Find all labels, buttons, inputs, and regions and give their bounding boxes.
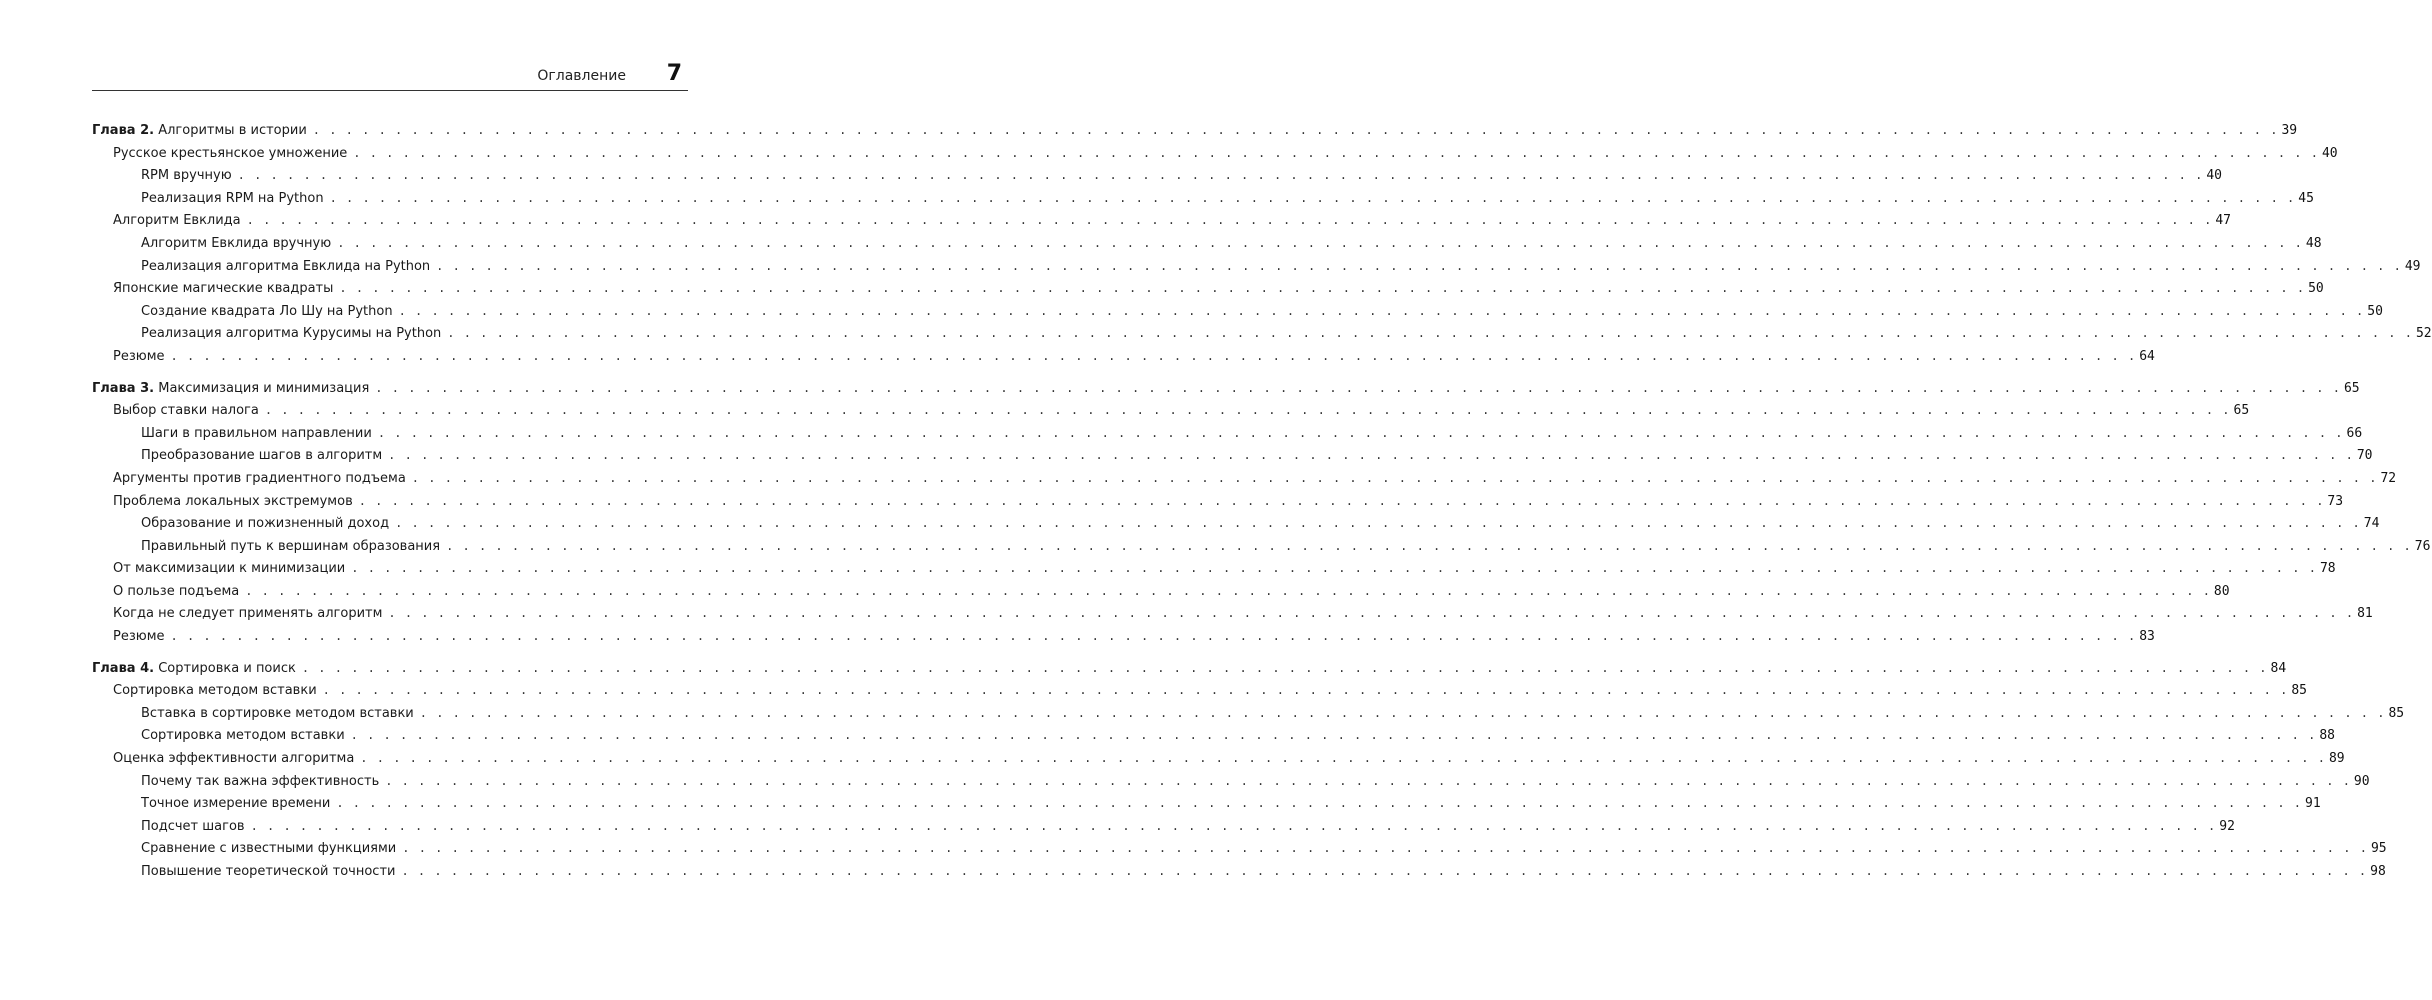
toc-entry-title: Вставка в сортировке методом вставки bbox=[141, 705, 414, 721]
toc-entry-title bbox=[92, 123, 307, 138]
toc-page-number: 91 bbox=[2305, 796, 2321, 812]
toc-entry-title bbox=[92, 381, 369, 396]
dot-leader: . . . . . . . . . . . . . . . . . . . . . . . . . . . . . . . . . . . . . . . . . . . . . . . . . . . . . . . . . . . . . . . . . . . . . . . . . . . . . . . . . . . . . . . . . . . . . . . . . . . . . . . . . . . . . . . . . . . . . . . . bbox=[337, 235, 2303, 250]
toc-entry-title: Сортировка методом вставки bbox=[113, 683, 317, 699]
toc-entry-title: Шаги в правильном направлении bbox=[141, 425, 372, 441]
dot-leader: . . . . . . . . . . . . . . . . . . . . . . . . . . . . . . . . . . . . . . . . . . . . . . . . . . . . . . . . . . . . . . . . . . . . . . . . . . . . . . . . . . . . . . . . . . . . . . . . . . . . . . . . . . . . . . . . . . . . . . . . bbox=[360, 751, 2326, 766]
page-number: 7 bbox=[666, 61, 682, 86]
toc-entry-title: Сортировка методом вставки bbox=[141, 728, 345, 744]
toc-entry-title: Резюме bbox=[113, 348, 165, 364]
toc-subsection-row bbox=[92, 841, 2387, 864]
chapter-prefix: Глава 3. bbox=[92, 380, 155, 396]
toc-section-row bbox=[92, 683, 2307, 706]
toc-subsection-row bbox=[92, 705, 2405, 729]
toc-entry-title: Создание квадрата Ло Шу на Python bbox=[141, 303, 393, 319]
dot-leader: . . . . . . . . . . . . . . . . . . . . . . . . . . . . . . . . . . . . . . . . . . . . . . . . . . . . . . . . . . . . . . . . . . . . . . . . . . . . . . . . . . . . . . . . . . . . . . . . . . . . . . . . . . . . . . . . . . . . . . . . bbox=[312, 123, 2279, 137]
toc-subsection-row bbox=[92, 728, 2335, 751]
toc-subsection-row bbox=[92, 818, 2235, 842]
running-head bbox=[92, 58, 688, 90]
toc-page-number: 52 bbox=[2415, 326, 2432, 342]
toc-entry-title: Русское крестьянское умножение bbox=[113, 145, 348, 161]
dot-leader: . . . . . . . . . . . . . . . . . . . . . . . . . . . . . . . . . . . . . . . . . . . . . . . . . . . . . . . . . . . . . . . . . . . . . . . . . . . . . . . . . . . . . . . . . . . . . . . . . . . . . . . . . . . . . . . . . . . . . . . . bbox=[336, 796, 2303, 811]
toc-entry-title: Реализация алгоритма Курусимы на Python bbox=[141, 326, 442, 342]
toc-page-number: 70 bbox=[2356, 448, 2373, 464]
toc-subsection-row bbox=[92, 516, 2380, 539]
toc-page-number: 39 bbox=[2281, 123, 2298, 138]
dot-leader: . . . . . . . . . . . . . . . . . . . . . . . . . . . . . . . . . . . . . . . . . . . . . . . . . . . . . . . . . . . . . . . . . . . . . . . . . . . . . . . . . . . . . . . . . . . . . . . . . . . . . . . . . . . . . . . . . . . . . . . . bbox=[388, 448, 2354, 463]
toc-page-number: 80 bbox=[2213, 583, 2230, 599]
toc-page-number: 95 bbox=[2370, 841, 2387, 857]
dot-leader: . . . . . . . . . . . . . . . . . . . . . . . . . . . . . . . . . . . . . . . . . . . . . . . . . . . . . . . . . . . . . . . . . . . . . . . . . . . . . . . . . . . . . . . . . . . . . . . . . . . . . . . . . . . . . . . . . . . . . . . . bbox=[395, 516, 2361, 531]
toc-subsection-row bbox=[92, 796, 2321, 819]
toc-page-number: 49 bbox=[2404, 258, 2421, 274]
toc-subsection-row bbox=[92, 425, 2363, 449]
toc-subsection-row bbox=[92, 258, 2421, 282]
toc-page-number: 47 bbox=[2215, 213, 2231, 229]
chapter-title: Максимизация и минимизация bbox=[158, 380, 370, 396]
toc-section-row bbox=[92, 561, 2336, 584]
toc-subsection-row bbox=[92, 538, 2431, 562]
dot-leader: . . . . . . . . . . . . . . . . . . . . . . . . . . . . . . . . . . . . . . . . . . . . . . . . . . . . . . . . . . . . . . . . . . . . . . . . . . . . . . . . . . . . . . . . . . . . . . . . . . . . . . . . . . . . . . . . . . . . . . . . bbox=[170, 348, 2137, 363]
dot-leader: . . . . . . . . . . . . . . . . . . . . . . . . . . . . . . . . . . . . . . . . . . . . . . . . . . . . . . . . . . . . . . . . . . . . . . . . . . . . . . . . . . . . . . . . . . . . . . . . . . . . . . . . . . . . . . . . . . . . . . . . bbox=[322, 683, 2289, 698]
toc-page-number: 45 bbox=[2298, 190, 2314, 206]
toc-entry-title: Резюме bbox=[113, 629, 165, 645]
toc-page-number: 50 bbox=[2308, 281, 2324, 297]
toc-section-row bbox=[92, 583, 2230, 607]
dot-leader: . . . . . . . . . . . . . . . . . . . . . . . . . . . . . . . . . . . . . . . . . . . . . . . . . . . . . . . . . . . . . . . . . . . . . . . . . . . . . . . . . . . . . . . . . . . . . . . . . . . . . . . . . . . . . . . . . . . . . . . . bbox=[447, 326, 2413, 341]
toc-section-row bbox=[92, 281, 2324, 304]
toc-entry-title: Правильный путь к вершинам образования bbox=[141, 538, 441, 554]
dot-leader: . . . . . . . . . . . . . . . . . . . . . . . . . . . . . . . . . . . . . . . . . . . . . . . . . . . . . . . . . . . . . . . . . . . . . . . . . . . . . . . . . . . . . . . . . . . . . . . . . . . . . . . . . . . . . . . . . . . . . . . . bbox=[402, 841, 2368, 856]
toc-page-number: 76 bbox=[2414, 538, 2431, 554]
chapter-block bbox=[92, 123, 2432, 372]
toc-page-number: 40 bbox=[2321, 145, 2338, 161]
dot-leader: . . . . . . . . . . . . . . . . . . . . . . . . . . . . . . . . . . . . . . . . . . . . . . . . . . . . . . . . . . . . . . . . . . . . . . . . . . . . . . . . . . . . . . . . . . . . . . . . . . . . . . . . . . . . . . . . . . . . . . . . bbox=[170, 629, 2137, 644]
chapter-block bbox=[92, 380, 2431, 652]
chapter-prefix: Глава 4. bbox=[92, 660, 155, 676]
dot-leader: . . . . . . . . . . . . . . . . . . . . . . . . . . . . . . . . . . . . . . . . . . . . . . . . . . . . . . . . . . . . . . . . . . . . . . . . . . . . . . . . . . . . . . . . . . . . . . . . . . . . . . . . . . . . . . . . . . . . . . . . bbox=[353, 145, 2319, 160]
toc-section-row bbox=[92, 606, 2373, 629]
toc-page-number: 89 bbox=[2328, 751, 2345, 767]
toc-page-number: 72 bbox=[2380, 470, 2397, 486]
dot-leader: . . . . . . . . . . . . . . . . . . . . . . . . . . . . . . . . . . . . . . . . . . . . . . . . . . . . . . . . . . . . . . . . . . . . . . . . . . . . . . . . . . . . . . . . . . . . . . . . . . . . . . . . . . . . . . . . . . . . . . . . bbox=[246, 213, 2213, 228]
toc-page-number: 64 bbox=[2139, 348, 2155, 364]
toc-page-number: 88 bbox=[2319, 728, 2335, 744]
toc-subsection-row bbox=[92, 303, 2383, 327]
dot-leader: . . . . . . . . . . . . . . . . . . . . . . . . . . . . . . . . . . . . . . . . . . . . . . . . . . . . . . . . . . . . . . . . . . . . . . . . . . . . . . . . . . . . . . . . . . . . . . . . . . . . . . . . . . . . . . . . . . . . . . . . bbox=[411, 470, 2378, 485]
toc-section-row bbox=[92, 145, 2338, 169]
toc-subsection-row bbox=[92, 326, 2432, 349]
dot-leader: . . . . . . . . . . . . . . . . . . . . . . . . . . . . . . . . . . . . . . . . . . . . . . . . . . . . . . . . . . . . . . . . . . . . . . . . . . . . . . . . . . . . . . . . . . . . . . . . . . . . . . . . . . . . . . . . . . . . . . . . bbox=[401, 864, 2368, 878]
toc-entry-title: Сравнение с известными функциями bbox=[141, 841, 397, 857]
dot-leader: . . . . . . . . . . . . . . . . . . . . . . . . . . . . . . . . . . . . . . . . . . . . . . . . . . . . . . . . . . . . . . . . . . . . . . . . . . . . . . . . . . . . . . . . . . . . . . . . . . . . . . . . . . . . . . . . . . . . . . . . bbox=[264, 403, 2231, 418]
toc-entry-title: Когда не следует применять алгоритм bbox=[113, 606, 383, 622]
dot-leader: . . . . . . . . . . . . . . . . . . . . . . . . . . . . . . . . . . . . . . . . . . . . . . . . . . . . . . . . . . . . . . . . . . . . . . . . . . . . . . . . . . . . . . . . . . . . . . . . . . . . . . . . . . . . . . . . . . . . . . . . bbox=[351, 561, 2317, 576]
toc-entry-title: Реализация RPM на Python bbox=[141, 190, 324, 206]
toc-entry-title: От максимизации к минимизации bbox=[113, 561, 346, 577]
toc-page-number: 73 bbox=[2327, 493, 2344, 509]
toc-section-row bbox=[92, 470, 2397, 494]
toc-page-number: 74 bbox=[2363, 516, 2380, 532]
dot-leader: . . . . . . . . . . . . . . . . . . . . . . . . . . . . . . . . . . . . . . . . . . . . . . . . . . . . . . . . . . . . . . . . . . . . . . . . . . . . . . . . . . . . . . . . . . . . . . . . . . . . . . . . . . . . . . . . . . . . . . . . bbox=[245, 583, 2211, 598]
toc-subsection-row bbox=[92, 190, 2314, 214]
dot-leader: . . . . . . . . . . . . . . . . . . . . . . . . . . . . . . . . . . . . . . . . . . . . . . . . . . . . . . . . . . . . . . . . . . . . . . . . . . . . . . . . . . . . . . . . . . . . . . . . . . . . . . . . . . . . . . . . . . . . . . . . bbox=[388, 606, 2355, 621]
running-head-title: Оглавление bbox=[537, 68, 626, 84]
dot-leader: . . . . . . . . . . . . . . . . . . . . . . . . . . . . . . . . . . . . . . . . . . . . . . . . . . . . . . . . . . . . . . . . . . . . . . . . . . . . . . . . . . . . . . . . . . . . . . . . . . . . . . . . . . . . . . . . . . . . . . . . bbox=[250, 818, 2217, 833]
chapter-title: Сортировка и поиск bbox=[158, 660, 296, 676]
toc-page-number: 50 bbox=[2367, 303, 2383, 319]
toc-subsection-row bbox=[92, 448, 2373, 471]
header-divider bbox=[92, 90, 688, 91]
toc-page-number: 85 bbox=[2388, 705, 2405, 721]
toc-entry-title: Алгоритм Евклида вручную bbox=[141, 235, 332, 251]
dot-leader: . . . . . . . . . . . . . . . . . . . . . . . . . . . . . . . . . . . . . . . . . . . . . . . . . . . . . . . . . . . . . . . . . . . . . . . . . . . . . . . . . . . . . . . . . . . . . . . . . . . . . . . . . . . . . . . . . . . . . . . . bbox=[375, 380, 2341, 395]
toc-page-number: 81 bbox=[2357, 606, 2373, 622]
dot-leader: . . . . . . . . . . . . . . . . . . . . . . . . . . . . . . . . . . . . . . . . . . . . . . . . . . . . . . . . . . . . . . . . . . . . . . . . . . . . . . . . . . . . . . . . . . . . . . . . . . . . . . . . . . . . . . . . . . . . . . . . bbox=[398, 303, 2365, 318]
toc-entry-title bbox=[92, 661, 296, 676]
toc-subsection-row bbox=[92, 864, 2386, 887]
toc-page-number: 65 bbox=[2343, 380, 2360, 396]
dot-leader: . . . . . . . . . . . . . . . . . . . . . . . . . . . . . . . . . . . . . . . . . . . . . . . . . . . . . . . . . . . . . . . . . . . . . . . . . . . . . . . . . . . . . . . . . . . . . . . . . . . . . . . . . . . . . . . . . . . . . . . . bbox=[419, 705, 2386, 720]
dot-leader: . . . . . . . . . . . . . . . . . . . . . . . . . . . . . . . . . . . . . . . . . . . . . . . . . . . . . . . . . . . . . . . . . . . . . . . . . . . . . . . . . . . . . . . . . . . . . . . . . . . . . . . . . . . . . . . . . . . . . . . . bbox=[446, 538, 2412, 553]
toc-page-number: 85 bbox=[2291, 683, 2307, 699]
toc-entry-title: RPM вручную bbox=[141, 168, 232, 184]
toc-subsection-row bbox=[92, 773, 2370, 797]
toc-page-number: 40 bbox=[2206, 168, 2222, 184]
dot-leader: . . . . . . . . . . . . . . . . . . . . . . . . . . . . . . . . . . . . . . . . . . . . . . . . . . . . . . . . . . . . . . . . . . . . . . . . . . . . . . . . . . . . . . . . . . . . . . . . . . . . . . . . . . . . . . . . . . . . . . . . bbox=[436, 258, 2402, 273]
dot-leader: . . . . . . . . . . . . . . . . . . . . . . . . . . . . . . . . . . . . . . . . . . . . . . . . . . . . . . . . . . . . . . . . . . . . . . . . . . . . . . . . . . . . . . . . . . . . . . . . . . . . . . . . . . . . . . . . . . . . . . . . bbox=[358, 493, 2325, 508]
toc-subsection-row bbox=[92, 168, 2222, 191]
toc-entry-title: Реализация алгоритма Евклида на Python bbox=[141, 258, 431, 274]
toc-entry-title: Выбор ставки налога bbox=[113, 403, 259, 419]
toc-entry-title: Точное измерение времени bbox=[141, 796, 331, 812]
toc-section-row bbox=[92, 403, 2250, 426]
toc-entry-title: Проблема локальных экстремумов bbox=[113, 493, 353, 509]
toc-entry-title: Аргументы против градиентного подъема bbox=[113, 470, 406, 486]
toc-entry-title: Повышение теоретической точности bbox=[141, 864, 396, 879]
toc-entry-title: Японские магические квадраты bbox=[113, 281, 334, 297]
toc-page-number: 98 bbox=[2370, 864, 2386, 879]
toc-entry-title: Образование и пожизненный доход bbox=[141, 516, 390, 532]
toc-page-number: 65 bbox=[2233, 403, 2250, 419]
toc-page-number: 48 bbox=[2305, 235, 2322, 251]
toc-section-row bbox=[92, 751, 2345, 774]
toc-page-number: 83 bbox=[2139, 629, 2155, 645]
toc-entry-title: Подсчет шагов bbox=[141, 818, 245, 834]
toc-subsection-row bbox=[92, 235, 2322, 259]
table-of-contents bbox=[92, 123, 2432, 887]
chapter-title: Алгоритмы в истории bbox=[158, 123, 307, 138]
toc-entry-title: Алгоритм Евклида bbox=[113, 213, 241, 229]
toc-page-number: 90 bbox=[2353, 773, 2370, 789]
dot-leader: . . . . . . . . . . . . . . . . . . . . . . . . . . . . . . . . . . . . . . . . . . . . . . . . . . . . . . . . . . . . . . . . . . . . . . . . . . . . . . . . . . . . . . . . . . . . . . . . . . . . . . . . . . . . . . . . . . . . . . . . bbox=[237, 168, 2204, 183]
dot-leader: . . . . . . . . . . . . . . . . . . . . . . . . . . . . . . . . . . . . . . . . . . . . . . . . . . . . . . . . . . . . . . . . . . . . . . . . . . . . . . . . . . . . . . . . . . . . . . . . . . . . . . . . . . . . . . . . . . . . . . . . bbox=[377, 425, 2344, 440]
toc-page-number: 66 bbox=[2346, 425, 2363, 441]
dot-leader: . . . . . . . . . . . . . . . . . . . . . . . . . . . . . . . . . . . . . . . . . . . . . . . . . . . . . . . . . . . . . . . . . . . . . . . . . . . . . . . . . . . . . . . . . . . . . . . . . . . . . . . . . . . . . . . . . . . . . . . . bbox=[350, 728, 2317, 743]
dot-leader: . . . . . . . . . . . . . . . . . . . . . . . . . . . . . . . . . . . . . . . . . . . . . . . . . . . . . . . . . . . . . . . . . . . . . . . . . . . . . . . . . . . . . . . . . . . . . . . . . . . . . . . . . . . . . . . . . . . . . . . . bbox=[329, 190, 2296, 205]
toc-section-row bbox=[92, 493, 2344, 517]
dot-leader: . . . . . . . . . . . . . . . . . . . . . . . . . . . . . . . . . . . . . . . . . . . . . . . . . . . . . . . . . . . . . . . . . . . . . . . . . . . . . . . . . . . . . . . . . . . . . . . . . . . . . . . . . . . . . . . . . . . . . . . . bbox=[339, 281, 2306, 296]
dot-leader: . . . . . . . . . . . . . . . . . . . . . . . . . . . . . . . . . . . . . . . . . . . . . . . . . . . . . . . . . . . . . . . . . . . . . . . . . . . . . . . . . . . . . . . . . . . . . . . . . . . . . . . . . . . . . . . . . . . . . . . . bbox=[385, 773, 2351, 788]
toc-section-row bbox=[92, 348, 2155, 372]
toc-entry-title: Преобразование шагов в алгоритм bbox=[141, 448, 383, 464]
toc-section-row bbox=[92, 213, 2231, 236]
chapter-block bbox=[92, 660, 2405, 887]
toc-page-number: 84 bbox=[2270, 660, 2287, 676]
toc-page-number: 78 bbox=[2319, 561, 2336, 577]
toc-chapter-row bbox=[92, 123, 2298, 146]
toc-entry-title: Почему так важна эффективность bbox=[141, 773, 380, 789]
toc-section-row bbox=[92, 629, 2155, 652]
chapter-prefix: Глава 2. bbox=[92, 123, 155, 138]
toc-chapter-row bbox=[92, 660, 2287, 684]
toc-entry-title: О пользе подъема bbox=[113, 583, 240, 599]
toc-entry-title: Оценка эффективности алгоритма bbox=[113, 751, 355, 767]
dot-leader: . . . . . . . . . . . . . . . . . . . . . . . . . . . . . . . . . . . . . . . . . . . . . . . . . . . . . . . . . . . . . . . . . . . . . . . . . . . . . . . . . . . . . . . . . . . . . . . . . . . . . . . . . . . . . . . . . . . . . . . . bbox=[301, 660, 2268, 675]
toc-chapter-row bbox=[92, 380, 2360, 404]
toc-page-number: 92 bbox=[2219, 818, 2235, 834]
